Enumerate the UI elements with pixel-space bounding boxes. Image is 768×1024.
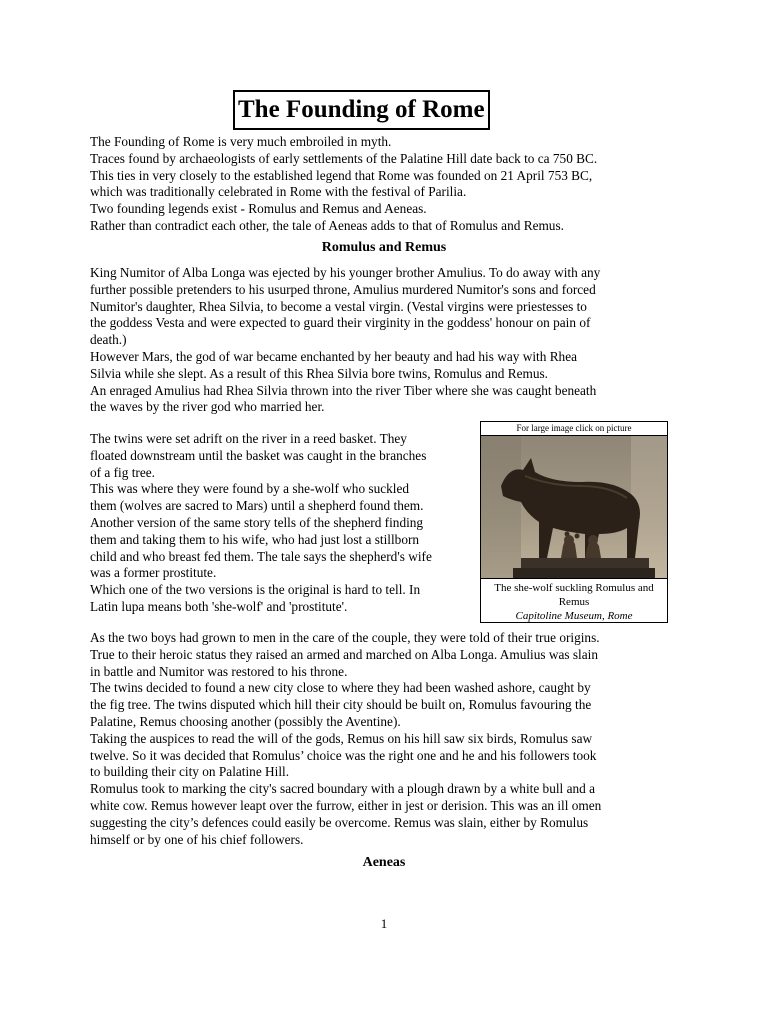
caption-line: The she-wolf suckling Romulus and (494, 582, 654, 594)
text-line: The twins were set adrift on the river in a reed basket. They (90, 431, 407, 446)
text-line: True to their heroic status they raised an armed and marched on Alba Longa. Amulius was slain (90, 646, 598, 662)
text-line: them (wolves are sacred to Mars) until a shepherd found them. (90, 498, 424, 514)
text-line: Latin lupa means both 'she-wolf' and 'prostitute'. (90, 598, 348, 614)
text-line: himself or by one of his chief followers. (90, 831, 304, 847)
she-wolf-statue-image[interactable] (481, 436, 667, 579)
numitor-paragraph (90, 265, 680, 416)
twins-paragraph (90, 431, 480, 616)
section-heading-aeneas: Aeneas (362, 855, 406, 870)
text-line: them and taking them to his wife, who had just lost a stillborn (90, 531, 420, 547)
text-line: in battle and Numitor was restored to his throne. (90, 663, 348, 679)
page-number: 1 (380, 916, 388, 931)
text-line: Palatine, Remus choosing another (possibly the Aventine). (90, 713, 401, 729)
figure-caption (481, 579, 667, 623)
origins-paragraph (90, 630, 680, 848)
section-heading-romulus-remus: Romulus and Remus (321, 240, 447, 255)
text-line: Rather than contradict each other, the tale of Aeneas adds to that of Romulus and Remus. (90, 217, 564, 233)
text-line: Two founding legends exist - Romulus and Remus and Aeneas. (90, 201, 427, 217)
text-line: was a former prostitute. (90, 565, 217, 581)
text-line: suggesting the city’s defences could easily be overcome. Remus was slain, either by Romulus (90, 814, 589, 830)
caption-line: Remus (558, 596, 590, 608)
text-line: white cow. Remus however leapt over the furrow, either in jest or derision. This was an ill omen (90, 797, 602, 813)
page-title: The Founding of Rome (233, 90, 490, 130)
text-line: child and who breast fed them. The tale says the shepherd's wife (90, 548, 432, 564)
caption-source: Capitoline Museum, Rome (515, 610, 633, 622)
text-line: This was where they were found by a she-wolf who suckled (90, 481, 410, 497)
text-line: The twins decided to found a new city close to where they had been washed ashore, caught by (90, 680, 591, 696)
text-line: Which one of the two versions is the original is hard to tell. In (90, 582, 421, 598)
text-line: to building their city on Palatine Hill. (90, 764, 290, 780)
text-line: An enraged Amulius had Rhea Silvia thrown into the river Tiber where she was caught beneath (90, 382, 597, 398)
text-line: twelve. So it was decided that Romulus’ choice was the right one and he and his followers took (90, 747, 597, 763)
she-wolf-statue-icon (481, 436, 667, 578)
text-line: which was traditionally celebrated in Rome with the festival of Parilia. (90, 184, 467, 200)
text-line: Taking the auspices to read the will of the gods, Remus on his hill saw six birds, Romulus saw (90, 730, 593, 746)
intro-paragraph (90, 134, 680, 235)
text-line: Silvia while she slept. As a result of this Rhea Silvia bore twins, Romulus and Remus. (90, 365, 548, 381)
text-line: further possible pretenders to his usurped throne, Amulius murdered Numitor's sons and forced (90, 281, 596, 297)
text-line: King Numitor of Alba Longa was ejected by his younger brother Amulius. To do away with any (90, 265, 601, 280)
text-line: the fig tree. The twins disputed which hill their city should be built on, Romulus favouring the (90, 697, 592, 713)
text-line: floated downstream until the basket was caught in the branches (90, 447, 427, 463)
text-line: The Founding of Rome is very much embroiled in myth. (90, 134, 392, 149)
figure-click-note: For large image click on picture (481, 422, 667, 436)
text-line: This ties in very closely to the established legend that Rome was founded on 21 April 753 BC, (90, 167, 593, 183)
text-line: of a fig tree. (90, 464, 155, 480)
text-line: Romulus took to marking the city's sacred boundary with a plough drawn by a white bull and a (90, 781, 595, 797)
text-line: However Mars, the god of war became enchanted by her beauty and had his way with Rhea (90, 348, 578, 364)
text-line: the waves by the river god who married her. (90, 399, 325, 415)
she-wolf-figure[interactable] (480, 421, 668, 623)
text-line: death.) (90, 332, 127, 348)
text-line: Traces found by archaeologists of early settlements of the Palatine Hill date back to ca 750 BC. (90, 150, 598, 166)
text-line: Another version of the same story tells of the shepherd finding (90, 514, 424, 530)
text-line: Numitor's daughter, Rhea Silvia, to become a vestal virgin. (Vestal virgins were priestesses to (90, 298, 587, 314)
text-line: the goddess Vesta and were expected to guard their virginity in the goddess' honour on pain of (90, 315, 591, 331)
text-line: As the two boys had grown to men in the care of the couple, they were told of their true origins. (90, 630, 600, 645)
